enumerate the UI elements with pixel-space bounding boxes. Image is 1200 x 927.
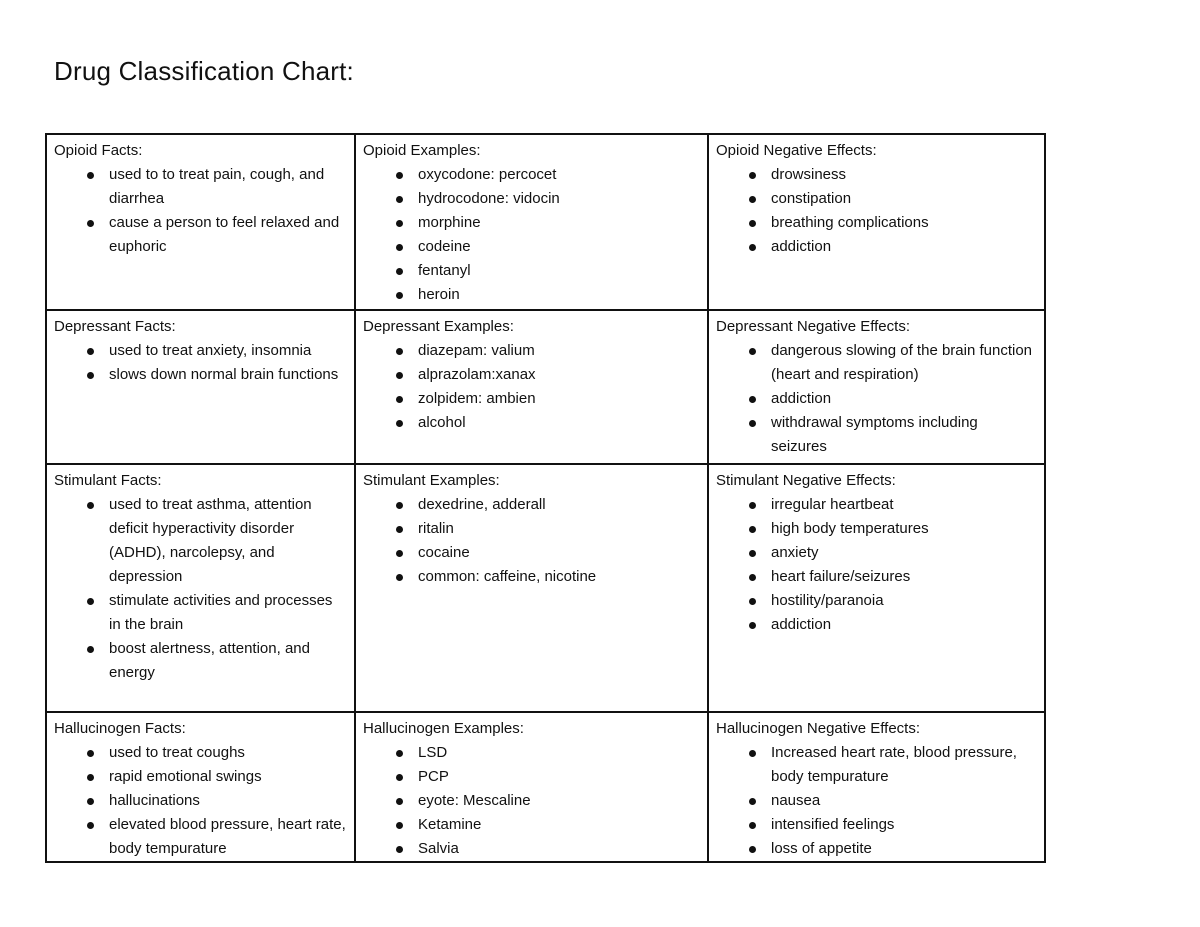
table-cell <box>355 464 708 712</box>
list-item: ritalin <box>418 517 700 541</box>
cell-heading: Hallucinogen Examples: <box>363 720 524 737</box>
list-item: addiction <box>771 387 1037 411</box>
table-cell <box>355 310 708 464</box>
table-cell <box>46 464 355 712</box>
list-item: used to to treat pain, cough, and diarrhea <box>109 163 347 211</box>
cell-heading: Stimulant Facts: <box>54 472 162 489</box>
list-item: dexedrine, adderall <box>418 493 700 517</box>
list-item: addiction <box>771 235 1037 259</box>
list-item: alcohol <box>418 411 700 435</box>
bullet-list <box>363 339 700 435</box>
list-item: slows down normal brain functions <box>109 363 347 387</box>
list-item: common: caffeine, nicotine <box>418 565 700 589</box>
table-row <box>46 134 1045 310</box>
cell-heading: Depressant Negative Effects: <box>716 318 910 335</box>
list-item: used to treat coughs <box>109 741 347 765</box>
list-item: fentanyl <box>418 259 700 283</box>
table-cell <box>46 310 355 464</box>
cell-heading: Stimulant Examples: <box>363 472 500 489</box>
list-item: high body temperatures <box>771 517 1037 541</box>
list-item: cocaine <box>418 541 700 565</box>
cell-heading: Opioid Examples: <box>363 142 481 159</box>
list-item: LSD <box>418 741 700 765</box>
list-item: elevated blood pressure, heart rate, body tempurature <box>109 813 347 861</box>
list-item: Ketamine <box>418 813 700 837</box>
list-item: used to treat anxiety, insomnia <box>109 339 347 363</box>
list-item: constipation <box>771 187 1037 211</box>
list-item: alprazolam:xanax <box>418 363 700 387</box>
table-cell <box>708 310 1045 464</box>
list-item: stimulate activities and processes in the brain <box>109 589 347 637</box>
list-item: breathing complications <box>771 211 1037 235</box>
list-item: anxiety <box>771 541 1037 565</box>
bullet-list <box>54 163 347 259</box>
list-item: diazepam: valium <box>418 339 700 363</box>
list-item: eyote: Mescaline <box>418 789 700 813</box>
list-item: zolpidem: ambien <box>418 387 700 411</box>
list-item: PCP <box>418 765 700 789</box>
list-item: hydrocodone: vidocin <box>418 187 700 211</box>
bullet-list <box>54 741 347 861</box>
bullet-list <box>363 741 700 861</box>
cell-heading: Opioid Negative Effects: <box>716 142 877 159</box>
cell-heading: Hallucinogen Facts: <box>54 720 186 737</box>
bullet-list <box>54 339 347 387</box>
table-cell <box>708 134 1045 310</box>
table-cell <box>708 464 1045 712</box>
table-cell <box>46 712 355 862</box>
bullet-list <box>716 493 1037 637</box>
table-cell <box>46 134 355 310</box>
cell-heading: Stimulant Negative Effects: <box>716 472 896 489</box>
bullet-list <box>716 741 1037 861</box>
list-item: withdrawal symptoms including seizures <box>771 411 1037 459</box>
list-item: loss of appetite <box>771 837 1037 861</box>
bullet-list <box>716 339 1037 459</box>
list-item: heart failure/seizures <box>771 565 1037 589</box>
table-row <box>46 464 1045 712</box>
list-item: irregular heartbeat <box>771 493 1037 517</box>
bullet-list <box>363 163 700 307</box>
table-cell <box>355 712 708 862</box>
list-item: addiction <box>771 613 1037 637</box>
list-item: cause a person to feel relaxed and euphoric <box>109 211 347 259</box>
page-title: Drug Classification Chart: <box>54 56 354 86</box>
cell-heading: Depressant Facts: <box>54 318 176 335</box>
cell-heading: Depressant Examples: <box>363 318 514 335</box>
table-cell <box>355 134 708 310</box>
list-item: dangerous slowing of the brain function (heart and respiration) <box>771 339 1037 387</box>
table-row <box>46 712 1045 862</box>
bullet-list <box>716 163 1037 259</box>
list-item: drowsiness <box>771 163 1037 187</box>
list-item: oxycodone: percocet <box>418 163 700 187</box>
list-item: rapid emotional swings <box>109 765 347 789</box>
list-item: intensified feelings <box>771 813 1037 837</box>
list-item: morphine <box>418 211 700 235</box>
drug-classification-table <box>45 133 1046 863</box>
cell-heading: Hallucinogen Negative Effects: <box>716 720 921 737</box>
list-item: heroin <box>418 283 700 307</box>
list-item: Salvia <box>418 837 700 861</box>
table-cell <box>708 712 1045 862</box>
list-item: hallucinations <box>109 789 347 813</box>
table-row <box>46 310 1045 464</box>
list-item: nausea <box>771 789 1037 813</box>
bullet-list <box>363 493 700 589</box>
list-item: boost alertness, attention, and energy <box>109 637 347 685</box>
list-item: used to treat asthma, attention deficit hyperactivity disorder (ADHD), narcolepsy, and depression <box>109 493 347 589</box>
list-item: hostility/paranoia <box>771 589 1037 613</box>
cell-heading: Opioid Facts: <box>54 142 143 159</box>
list-item: Increased heart rate, blood pressure, body tempurature <box>771 741 1037 789</box>
bullet-list <box>54 493 347 685</box>
list-item: codeine <box>418 235 700 259</box>
